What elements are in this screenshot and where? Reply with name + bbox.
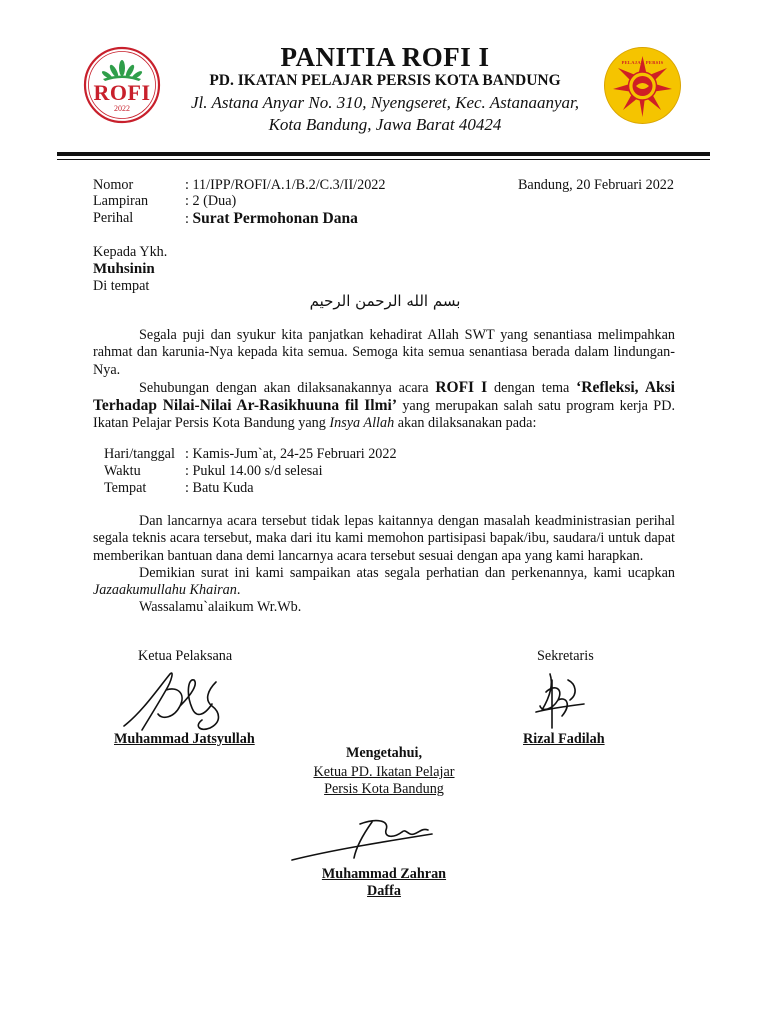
left-signature: [112, 660, 252, 740]
rofi-logo-text: ROFI: [93, 80, 151, 105]
header-rule-thin: [57, 159, 710, 160]
right-signer-role: Sekretaris: [537, 648, 594, 664]
recipient-name: Muhsinin: [93, 261, 155, 277]
lampiran-value: : 2 (Dua): [185, 193, 237, 209]
center-name-line-2: Daffa: [367, 883, 401, 899]
paragraph-request: Dan lancarnya acara tersebut tidak lepas kaitannya dengan masalah keadministrasian perihal segala teknis acara tersebut, maka dari itu kami memohon partisipasi bapak/ibu, saudara/i untuk dapat memberikan bantuan dana demi lancarnya acara tersebut sesuai dengan apa yang kami harapkan.: [93, 513, 675, 564]
schedule-time-label: Waktu: [104, 463, 141, 479]
address-line-1: Jl. Astana Anyar No. 310, Nyengseret, Kec. Astanaanyar,: [191, 93, 579, 112]
center-name-line-1: Muhammad Zahran: [321, 866, 447, 882]
p2-text-c: yang merupakan salah satu program kerja PD. Ikatan Pelajar Persis Kota Bandung yang: [93, 398, 675, 432]
paragraph-closing: [93, 565, 675, 600]
letterhead-organization: PD. IKATAN PELAJAR PERSIS KOTA BANDUNG: [209, 72, 561, 89]
perihal-subject: Surat Permohonan Dana: [192, 210, 358, 227]
schedule-date-value: : Kamis-Jum`at, 24-25 Februari 2022: [185, 446, 397, 462]
letterhead-title: PANITIA ROFI I: [280, 42, 490, 72]
p4-italic: Jazaakumullahu Khairan: [93, 582, 237, 599]
center-role-line-2: Persis Kota Bandung: [324, 781, 444, 797]
right-signature: [532, 666, 592, 736]
p4-text-b: .: [236, 582, 241, 599]
nomor-label: Nomor: [93, 177, 134, 193]
right-signer-name: Rizal Fadilah: [523, 731, 605, 747]
basmalah: بسم الله الرحمن الرحيم: [309, 292, 461, 310]
center-signature: [282, 808, 462, 870]
closing-greeting: Wassalamu`alaikum Wr.Wb.: [139, 599, 302, 616]
p2-text-a: Sehubungan dengan akan dilaksanakannya acara: [139, 379, 436, 396]
header-rule-thick: [57, 152, 710, 156]
p2-text-b: dengan tema: [487, 379, 577, 396]
recipient-salutation: Kepada Ykh.: [93, 244, 168, 260]
perihal-value: [185, 210, 358, 228]
p2-text-d: akan dilaksanakan pada:: [394, 415, 537, 432]
body-paragraphs-2: [93, 513, 675, 617]
left-signer-role: Ketua Pelaksana: [138, 648, 233, 664]
address-line-2: Kota Bandung, Jawa Barat 40424: [268, 115, 502, 134]
persis-logo-text: PELAJAR PERSIS: [621, 60, 664, 65]
perihal-colon: :: [185, 211, 193, 227]
left-signer-name: Muhammad Jatsyullah: [114, 731, 255, 747]
schedule-place-value: : Batu Kuda: [185, 480, 254, 496]
paragraph-intro: Segala puji dan syukur kita panjatkan kehadirat Allah SWT yang senantiasa melimpahkan rahmat dan karunia-Nya kepada kita semua. Semoga kita semua senantiasa berada dalam lindungan-Nya.: [93, 327, 675, 378]
event-theme: ‘Refleksi, Aksi Terhadap Nilai-Nilai Ar-Rasikhuuna fil Ilmi’: [93, 378, 675, 415]
schedule-time-value: : Pukul 14.00 s/d selesai: [185, 463, 323, 479]
schedule-date-label: Hari/tanggal: [104, 446, 175, 462]
schedule-place-label: Tempat: [104, 480, 147, 496]
center-role-line-1: Ketua PD. Ikatan Pelajar: [313, 764, 455, 780]
body-paragraphs: [93, 327, 675, 433]
p2-italic: Insya Allah: [329, 415, 395, 432]
paragraph-event: [93, 379, 675, 433]
place-date: Bandung, 20 Februari 2022: [517, 177, 674, 193]
recipient-place: Di tempat: [93, 278, 150, 294]
p4-text-a: Demikian surat ini kami sampaikan atas segala perhatian dan perkenannya, kami ucapkan: [139, 564, 675, 581]
center-signer-name: [284, 866, 484, 900]
lampiran-label: Lampiran: [93, 193, 149, 209]
nomor-value: : 11/IPP/ROFI/A.1/B.2/C.3/II/2022: [185, 177, 386, 193]
perihal-label: Perihal: [93, 210, 134, 226]
acknowledged-label: Mengetahui,: [345, 745, 423, 761]
event-name: ROFI I: [435, 378, 488, 396]
rofi-logo-year: 2022: [114, 104, 130, 113]
letterhead-address: [150, 92, 620, 136]
